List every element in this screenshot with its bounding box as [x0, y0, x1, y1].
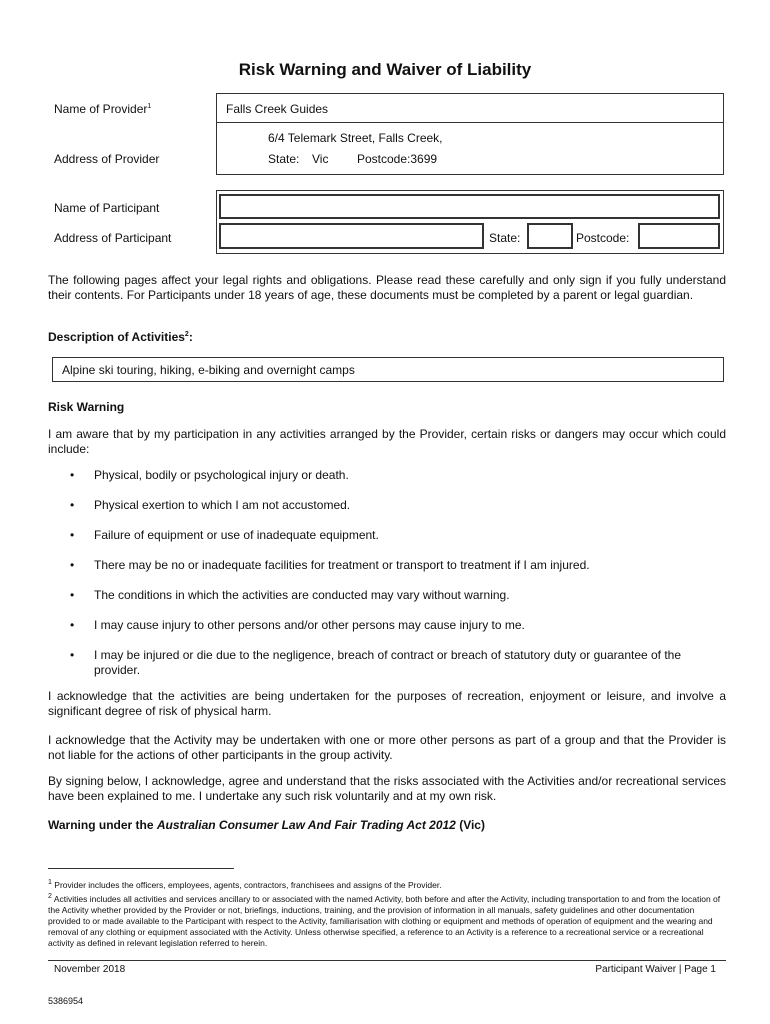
list-item: • I may be injured or die due to the negligence, breach of contract or breach of statutory duty or guarantee of the provider.	[70, 648, 682, 677]
participant-postcode-label: Postcode:	[576, 231, 630, 245]
bullet-icon: •	[70, 528, 75, 542]
footer-page: Participant Waiver | Page 1	[595, 964, 716, 975]
risk-list	[48, 468, 726, 678]
footnote-1: $^1$ Provider includes the officers, employees, agents, contractors, franchisees and assigns of the Provider.	[48, 879, 442, 890]
warning-heading: Warning under the Australian Consumer Law And Fair Trading Act 2012 (Vic)	[48, 818, 485, 832]
activities-heading: Description of Activities$^2$:	[48, 330, 193, 344]
provider-address-label: Address of Provider	[54, 152, 160, 166]
acknowledgement-3: By signing below, I acknowledge, agree and understand that the risks associated with the Activities and/or recreational services have been explained to me. I undertake any such risk voluntarily and at my own risk.	[48, 774, 726, 803]
footer-date: November 2018	[54, 964, 126, 975]
participant-address-field[interactable]	[219, 223, 484, 249]
participant-name-field[interactable]	[219, 194, 720, 219]
bullet-icon: •	[70, 558, 75, 572]
list-item: • Failure of equipment or use of inadequate equipment.	[70, 528, 379, 542]
list-item: • Physical exertion to which I am not accustomed.	[70, 498, 351, 512]
footnote-ref-1: 1	[147, 103, 152, 110]
bullet-icon: •	[70, 648, 75, 662]
provider-address-state: Vic	[312, 152, 329, 166]
participant-name-label: Name of Participant	[54, 201, 160, 215]
footnote-divider	[48, 868, 234, 869]
provider-address-state-label: State:	[268, 152, 300, 166]
list-item: • There may be no or inadequate facilities for treatment or transport to treatment if I am injured.	[70, 558, 590, 572]
list-item: • The conditions in which the activities are conducted may vary without warning.	[70, 588, 510, 602]
list-item: • I may cause injury to other persons and/or other persons may cause injury to me.	[70, 618, 525, 632]
activities-value: Alpine ski touring, hiking, e-biking and overnight camps	[62, 363, 355, 377]
provider-address-postcode: Postcode:3699	[357, 152, 438, 166]
participant-state-label: State:	[489, 231, 521, 245]
risk-warning-intro: I am aware that by my participation in any activities arranged by the Provider, certain risks or dangers may occur which could include:	[48, 427, 726, 456]
participant-state-field[interactable]	[527, 223, 573, 249]
bullet-icon: •	[70, 588, 75, 602]
participant-address-label: Address of Participant	[54, 231, 172, 245]
footer-divider	[48, 960, 726, 961]
footnote-2: $^2$ Activities includes all activities and services ancillary to or associated with the named Activity, both before and after the Activity, including transportation to and from the location of the Activity whether provided by the Provider or not, briefings, inductions, training, and the provision of information in all manuals, safety guidelines and other documentation provided to or made available to the Participant with respect to the Activity, familiarisation with clothing or equipment and methods of operation of equipment and the wearing and removal of any clothing or equipment associated with the Activity. Unless otherwise specified, a reference to an Activity is a reference to a recreational service or a recreational activity as defined in relevant legislation referred to herein.	[48, 893, 721, 948]
bullet-icon: •	[70, 618, 75, 632]
acknowledgement-1: I acknowledge that the activities are being undertaken for the purposes of recreation, enjoyment or leisure, and involve a significant degree of risk of physical harm.	[48, 689, 726, 718]
provider-address-line1: 6/4 Telemark Street, Falls Creek,	[268, 131, 443, 145]
participant-postcode-field[interactable]	[638, 223, 720, 249]
bullet-icon: •	[70, 468, 75, 482]
document-title: Risk Warning and Waiver of Liability	[238, 60, 532, 79]
document-id: 5386954	[48, 996, 84, 1006]
risk-warning-heading: Risk Warning	[48, 400, 125, 414]
footnote-ref-2: 2	[184, 331, 189, 338]
provider-name-label: Name of Provider$^1$	[54, 102, 152, 116]
acknowledgement-2: I acknowledge that the Activity may be undertaken with one or more other persons as part of a group and that the Provider is not liable for the actions of other participants in the group activity.	[48, 733, 726, 762]
bullet-icon: •	[70, 498, 75, 512]
intro-paragraph: The following pages affect your legal rights and obligations. Please read these carefully and only sign if you fully understand their contents. For Participants under 18 years of age, these documents must be completed by a parent or legal guardian.	[48, 273, 726, 302]
provider-name-value: Falls Creek Guides	[226, 102, 329, 116]
list-item: • Physical, bodily or psychological injury or death.	[70, 468, 349, 482]
